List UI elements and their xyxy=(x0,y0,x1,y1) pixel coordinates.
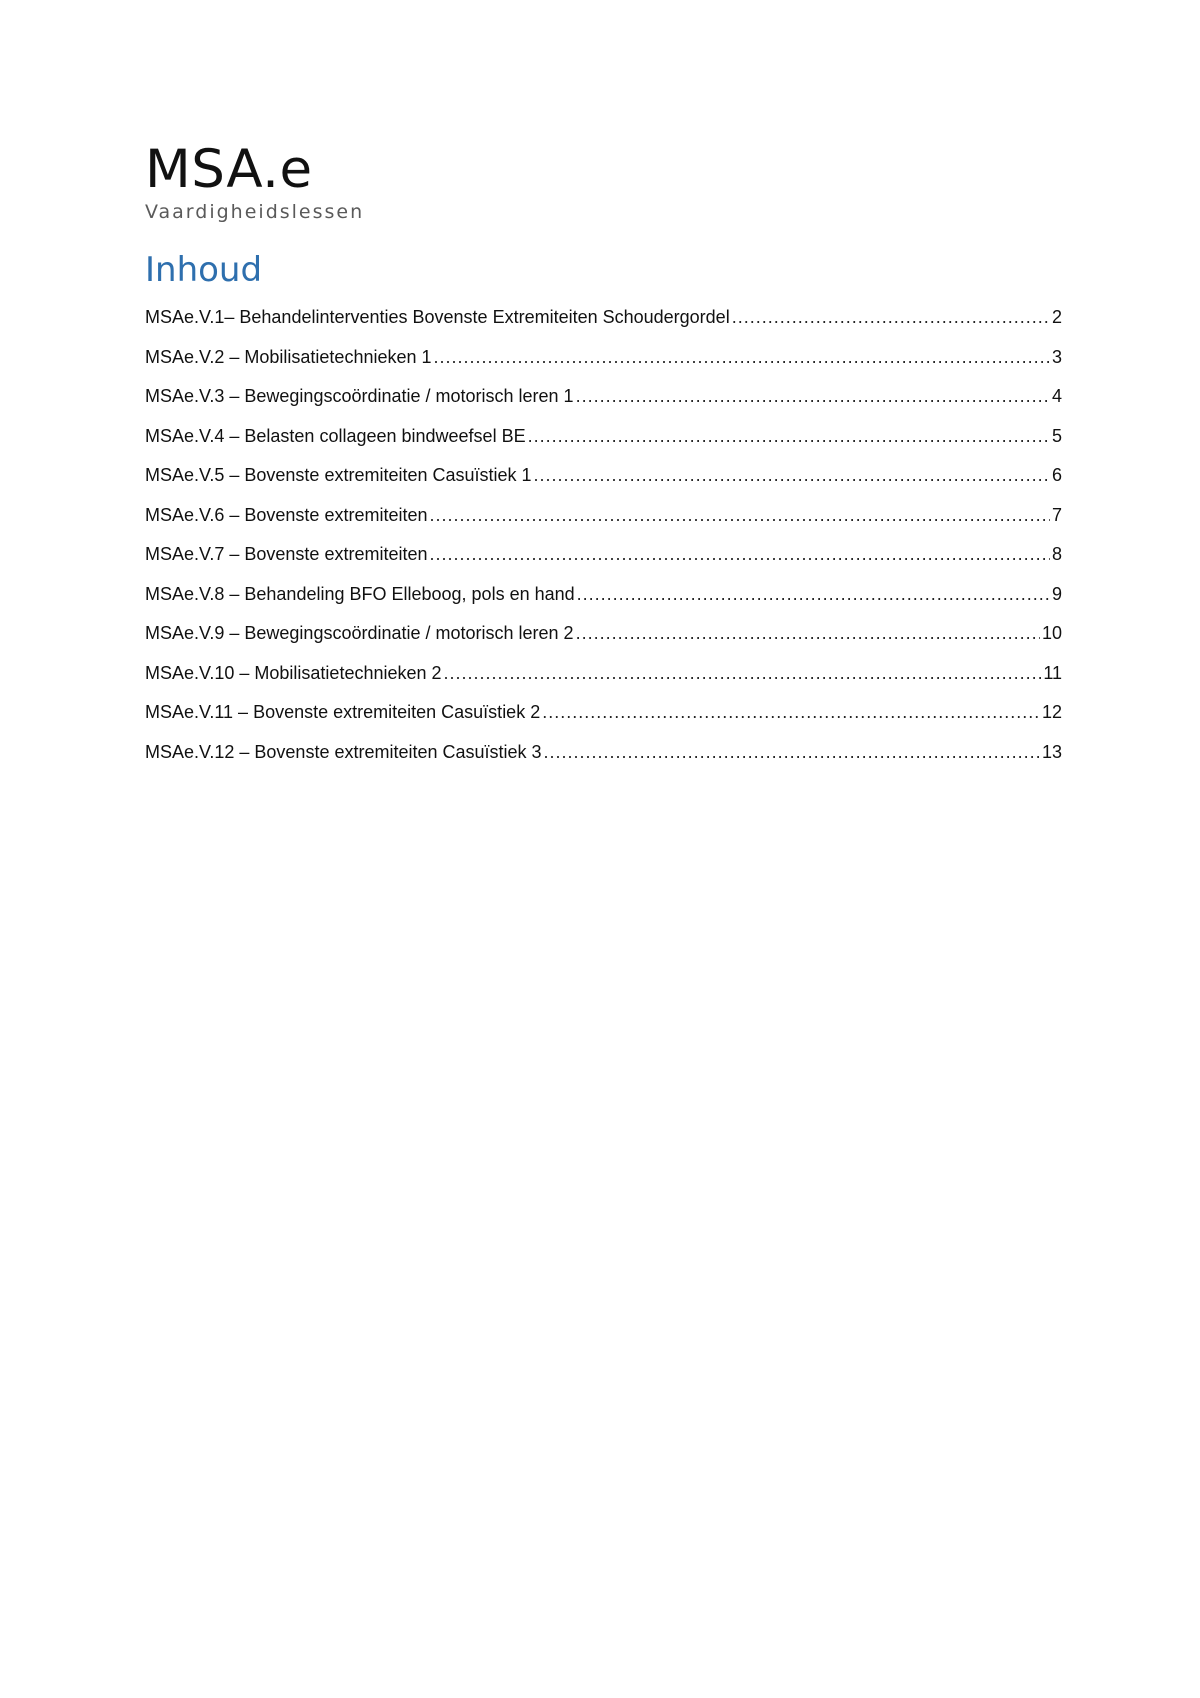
toc-dot-leader xyxy=(430,535,1050,575)
toc-entry[interactable] xyxy=(145,654,1062,694)
toc-dot-leader xyxy=(544,733,1040,773)
toc-page-number: 9 xyxy=(1051,583,1062,604)
toc-entry[interactable] xyxy=(145,693,1062,733)
toc-entry[interactable] xyxy=(145,535,1062,575)
toc-entry[interactable] xyxy=(145,733,1062,773)
toc-dot-leader xyxy=(430,496,1050,536)
table-of-contents xyxy=(145,298,1062,772)
toc-entry-label: MSAe.V.9 – Bewegingscoördinatie / motorisch leren 2 xyxy=(145,623,574,643)
document-page xyxy=(145,140,1062,772)
toc-dot-leader xyxy=(434,338,1050,378)
toc-entry-label: MSAe.V.4 – Belasten collageen bindweefsel BE xyxy=(145,425,526,446)
toc-entry[interactable] xyxy=(145,614,1062,654)
toc-dot-leader xyxy=(444,654,1042,694)
toc-entry-label: MSAe.V.11 – Bovenste extremiteiten Casuïstiek 2 xyxy=(145,702,541,722)
toc-page-number: 8 xyxy=(1051,544,1062,564)
toc-heading: Inhoud xyxy=(145,250,263,290)
toc-dot-leader xyxy=(534,456,1050,496)
toc-entry[interactable] xyxy=(145,338,1062,378)
document-subtitle: Vaardigheidslessen xyxy=(145,201,365,223)
toc-dot-leader xyxy=(576,614,1040,654)
toc-page-number: 3 xyxy=(1051,346,1062,367)
toc-entry-label: MSAe.V.2 – Mobilisatietechnieken 1 xyxy=(145,346,432,367)
toc-page-number: 10 xyxy=(1041,623,1062,643)
toc-dot-leader xyxy=(577,575,1050,615)
toc-entry-label: MSAe.V.3 – Bewegingscoördinatie / motorisch leren 1 xyxy=(145,386,574,406)
toc-page-number: 6 xyxy=(1051,465,1062,485)
toc-page-number: 11 xyxy=(1043,662,1062,683)
toc-entry-label: MSAe.V.5 – Bovenste extremiteiten Casuïstiek 1 xyxy=(145,465,532,485)
toc-entry-label: MSAe.V.10 – Mobilisatietechnieken 2 xyxy=(145,662,442,683)
toc-page-number: 2 xyxy=(1051,307,1062,327)
toc-entry[interactable] xyxy=(145,456,1062,496)
toc-entry-label: MSAe.V.8 – Behandeling BFO Elleboog, pols en hand xyxy=(145,583,575,604)
toc-dot-leader xyxy=(528,417,1050,457)
toc-entry[interactable] xyxy=(145,496,1062,536)
document-title: MSA.e xyxy=(145,139,313,200)
toc-dot-leader xyxy=(542,693,1040,733)
toc-page-number: 5 xyxy=(1051,425,1062,446)
toc-entry[interactable] xyxy=(145,575,1062,615)
toc-entry-label: MSAe.V.12 – Bovenste extremiteiten Casuïstiek 3 xyxy=(145,741,542,762)
toc-page-number: 12 xyxy=(1041,702,1062,722)
toc-entry-label: MSAe.V.1– Behandelinterventies Bovenste Extremiteiten Schoudergordel xyxy=(145,307,730,327)
toc-entry[interactable] xyxy=(145,417,1062,457)
toc-entry[interactable] xyxy=(145,377,1062,417)
toc-dot-leader xyxy=(576,377,1050,417)
toc-page-number: 7 xyxy=(1051,504,1062,525)
toc-dot-leader xyxy=(732,298,1050,338)
toc-entry-label: MSAe.V.7 – Bovenste extremiteiten xyxy=(145,544,428,564)
toc-entry-label: MSAe.V.6 – Bovenste extremiteiten xyxy=(145,504,428,525)
toc-page-number: 13 xyxy=(1041,741,1062,762)
toc-page-number: 4 xyxy=(1051,386,1062,406)
toc-entry[interactable] xyxy=(145,298,1062,338)
